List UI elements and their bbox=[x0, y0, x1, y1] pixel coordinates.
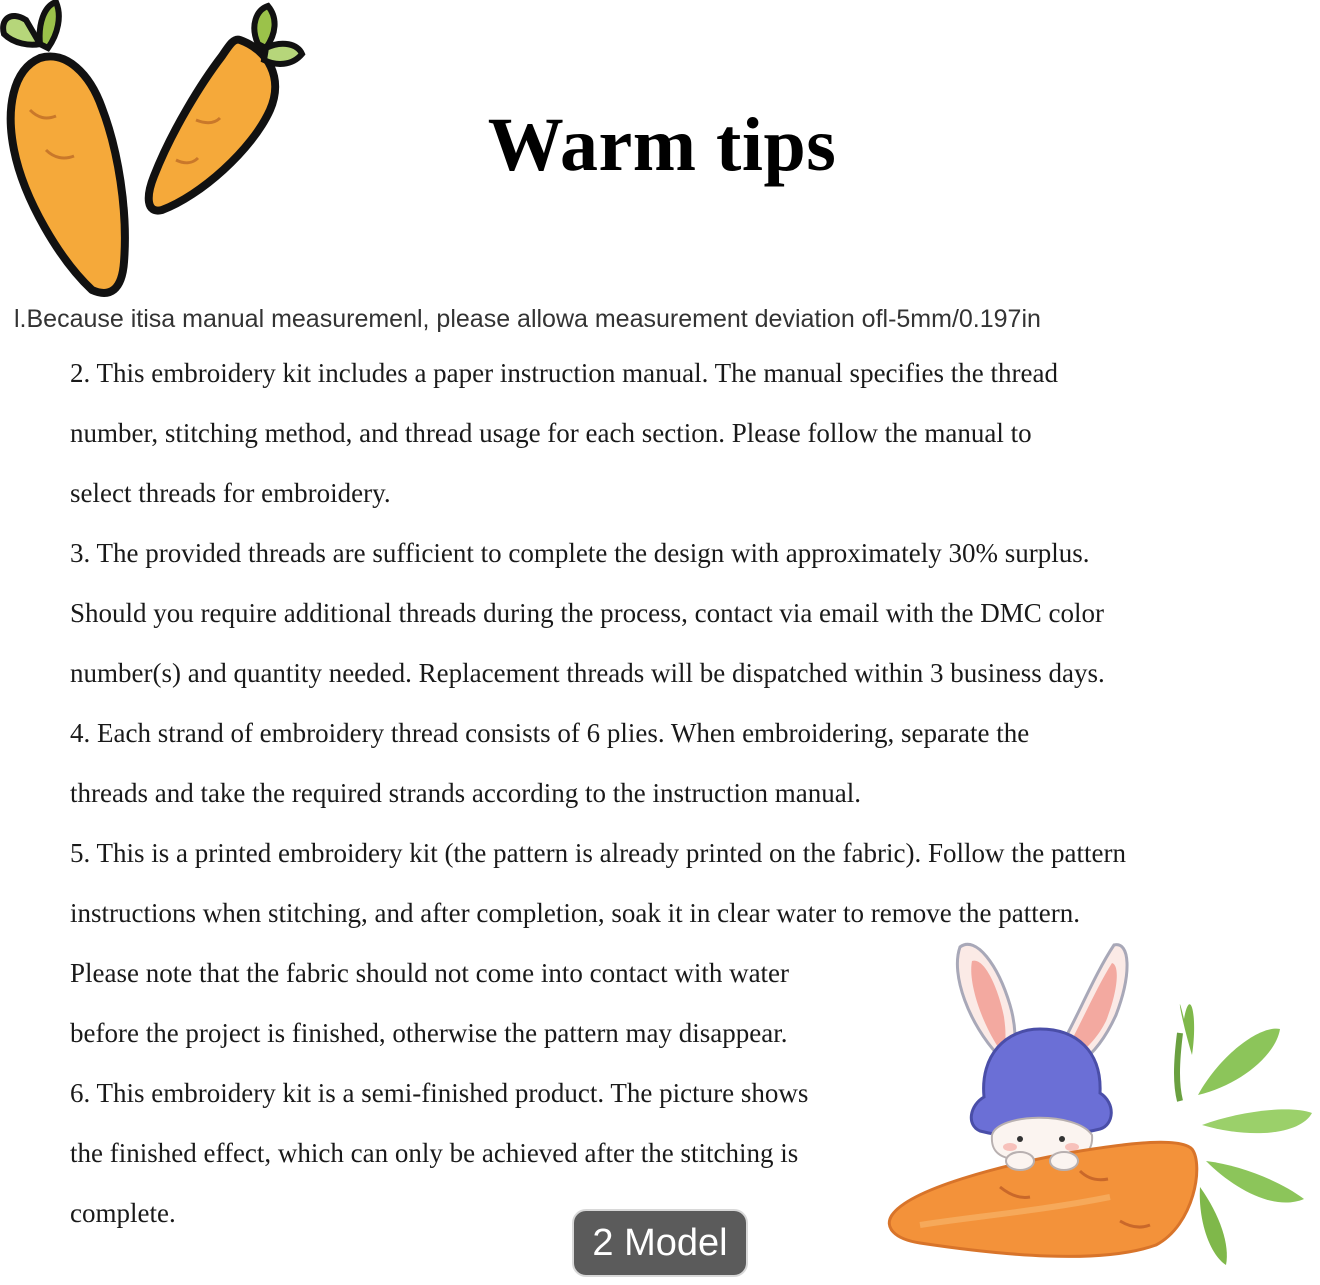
tip-line: threads and take the required strands according to the instruction manual. bbox=[70, 778, 861, 808]
page-title: Warm tips bbox=[487, 103, 837, 187]
tip-line: Should you require additional threads during the process, contact via email with the DMC color bbox=[70, 598, 1105, 628]
model-badge[interactable]: 2 Model bbox=[572, 1209, 748, 1277]
tip-line: 2. This embroidery kit includes a paper instruction manual. The manual specifies the thread bbox=[70, 358, 1058, 388]
tip-line: 6. This embroidery kit is a semi-finished product. The picture shows bbox=[70, 1078, 809, 1108]
tip-line: 5. This is a printed embroidery kit (the pattern is already printed on the fabric). Follow the pattern bbox=[70, 838, 1126, 868]
tip-line: before the project is finished, otherwise the pattern may disappear. bbox=[70, 1018, 788, 1048]
tip-line: number, stitching method, and thread usage for each section. Please follow the manual to bbox=[70, 418, 1032, 448]
tip-line: the finished effect, which can only be achieved after the stitching is bbox=[70, 1138, 799, 1168]
carrot-leaves-icon bbox=[1177, 1004, 1312, 1265]
tip-line: 4. Each strand of embroidery thread consists of 6 plies. When embroidering, separate the bbox=[70, 718, 1030, 748]
tip-line: select threads for embroidery. bbox=[70, 478, 391, 508]
tip-line: instructions when stitching, and after completion, soak it in clear water to remove the pattern. bbox=[70, 898, 1080, 928]
tip-line: complete. bbox=[70, 1198, 176, 1228]
tip-line: 3. The provided threads are sufficient to complete the design with approximately 30% surplus. bbox=[70, 538, 1090, 568]
tip-line: Please note that the fabric should not come into contact with water bbox=[70, 958, 790, 988]
tip-line: number(s) and quantity needed. Replacement threads will be dispatched within 3 business days. bbox=[70, 658, 1105, 688]
measurement-note: l.Because itisa manual measuremenl, please allowa measurement deviation ofl-5mm/0.197in bbox=[14, 305, 1041, 333]
big-carrot-icon bbox=[889, 1142, 1196, 1256]
bunny-carrot-icon bbox=[880, 925, 1320, 1285]
